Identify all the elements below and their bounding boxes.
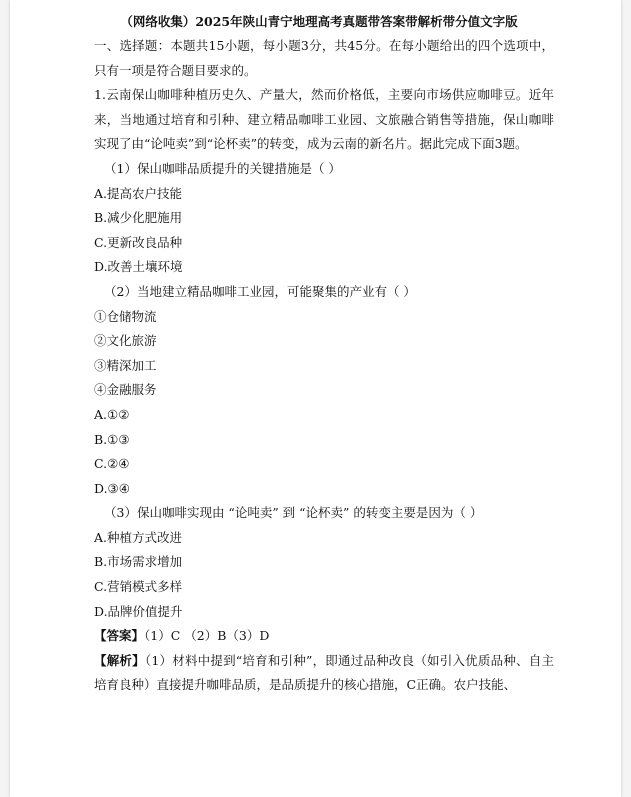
question-3-option-d: D.品牌价值提升 (94, 603, 183, 619)
question-2-stem: （2）当地建立精品咖啡工业园，可能聚集的产业有（ ） (104, 283, 416, 299)
question-3-option-c: C.营销模式多样 (94, 579, 183, 595)
answer-label: 【答案】 (94, 628, 145, 644)
question-2-item-1: ①仓储物流 (94, 308, 157, 324)
question-1-option-d: D.改善土壤环境 (94, 259, 183, 275)
question-1-option-a: A.提高农户技能 (94, 185, 183, 201)
analysis-text: （1）材料中提到“培育和引种”，即通过品种改良（如引入优质品种、自主培育良种）直接提升咖啡品质，是品质提升的核心措施，C正确。农户技能、 (94, 652, 554, 693)
document-body (94, 10, 554, 698)
document-title: （网络收集）2025年陕山青宁地理高考真题带答案带解析带分值文字版 (120, 14, 518, 29)
analysis-label: 【解析】 (94, 652, 145, 668)
question-3-option-b: B.市场需求增加 (94, 554, 183, 570)
question-2-item-3: ③精深加工 (94, 357, 157, 373)
question-1-option-b: B.减少化肥施用 (94, 210, 183, 226)
question-3-option-a: A.种植方式改进 (94, 529, 183, 545)
question-3-stem: （3）保山咖啡实现由 “论吨卖” 到 “论杯卖” 的转变主要是因为（ ） (104, 505, 483, 521)
question-2-item-4: ④金融服务 (94, 382, 157, 398)
question-2-option-d: D.③④ (94, 480, 130, 496)
question-1-option-c: C.更新改良品种 (94, 234, 183, 250)
answer-line (94, 624, 554, 649)
question-1-stem: （1）保山咖啡品质提升的关键措施是（ ） (104, 160, 341, 176)
question-passage: 1.云南保山咖啡种植历史久、产量大，然而价格低，主要向市场供应咖啡豆。近年来，当地通过培育和引种、建立精品咖啡工业园、文旅融合销售等措施，保山咖啡实现了由“论吨卖”到“论杯卖”的转变，成为云南的新名片。据此完成下面3题。 (94, 87, 554, 152)
document-page (10, 0, 621, 797)
section-intro: 一、选择题：本题共15小题，每小题3分，共45分。在每小题给出的四个选项中，只有一项是符合题目要求的。 (94, 38, 554, 78)
question-2-option-a: A.①② (94, 406, 130, 422)
analysis-paragraph (94, 649, 554, 698)
question-2-option-b: B.①③ (94, 431, 130, 447)
answer-text: （1）C （2）B（3）D (144, 628, 270, 644)
question-2-item-2: ②文化旅游 (94, 333, 157, 349)
question-2-option-c: C.②④ (94, 456, 130, 472)
